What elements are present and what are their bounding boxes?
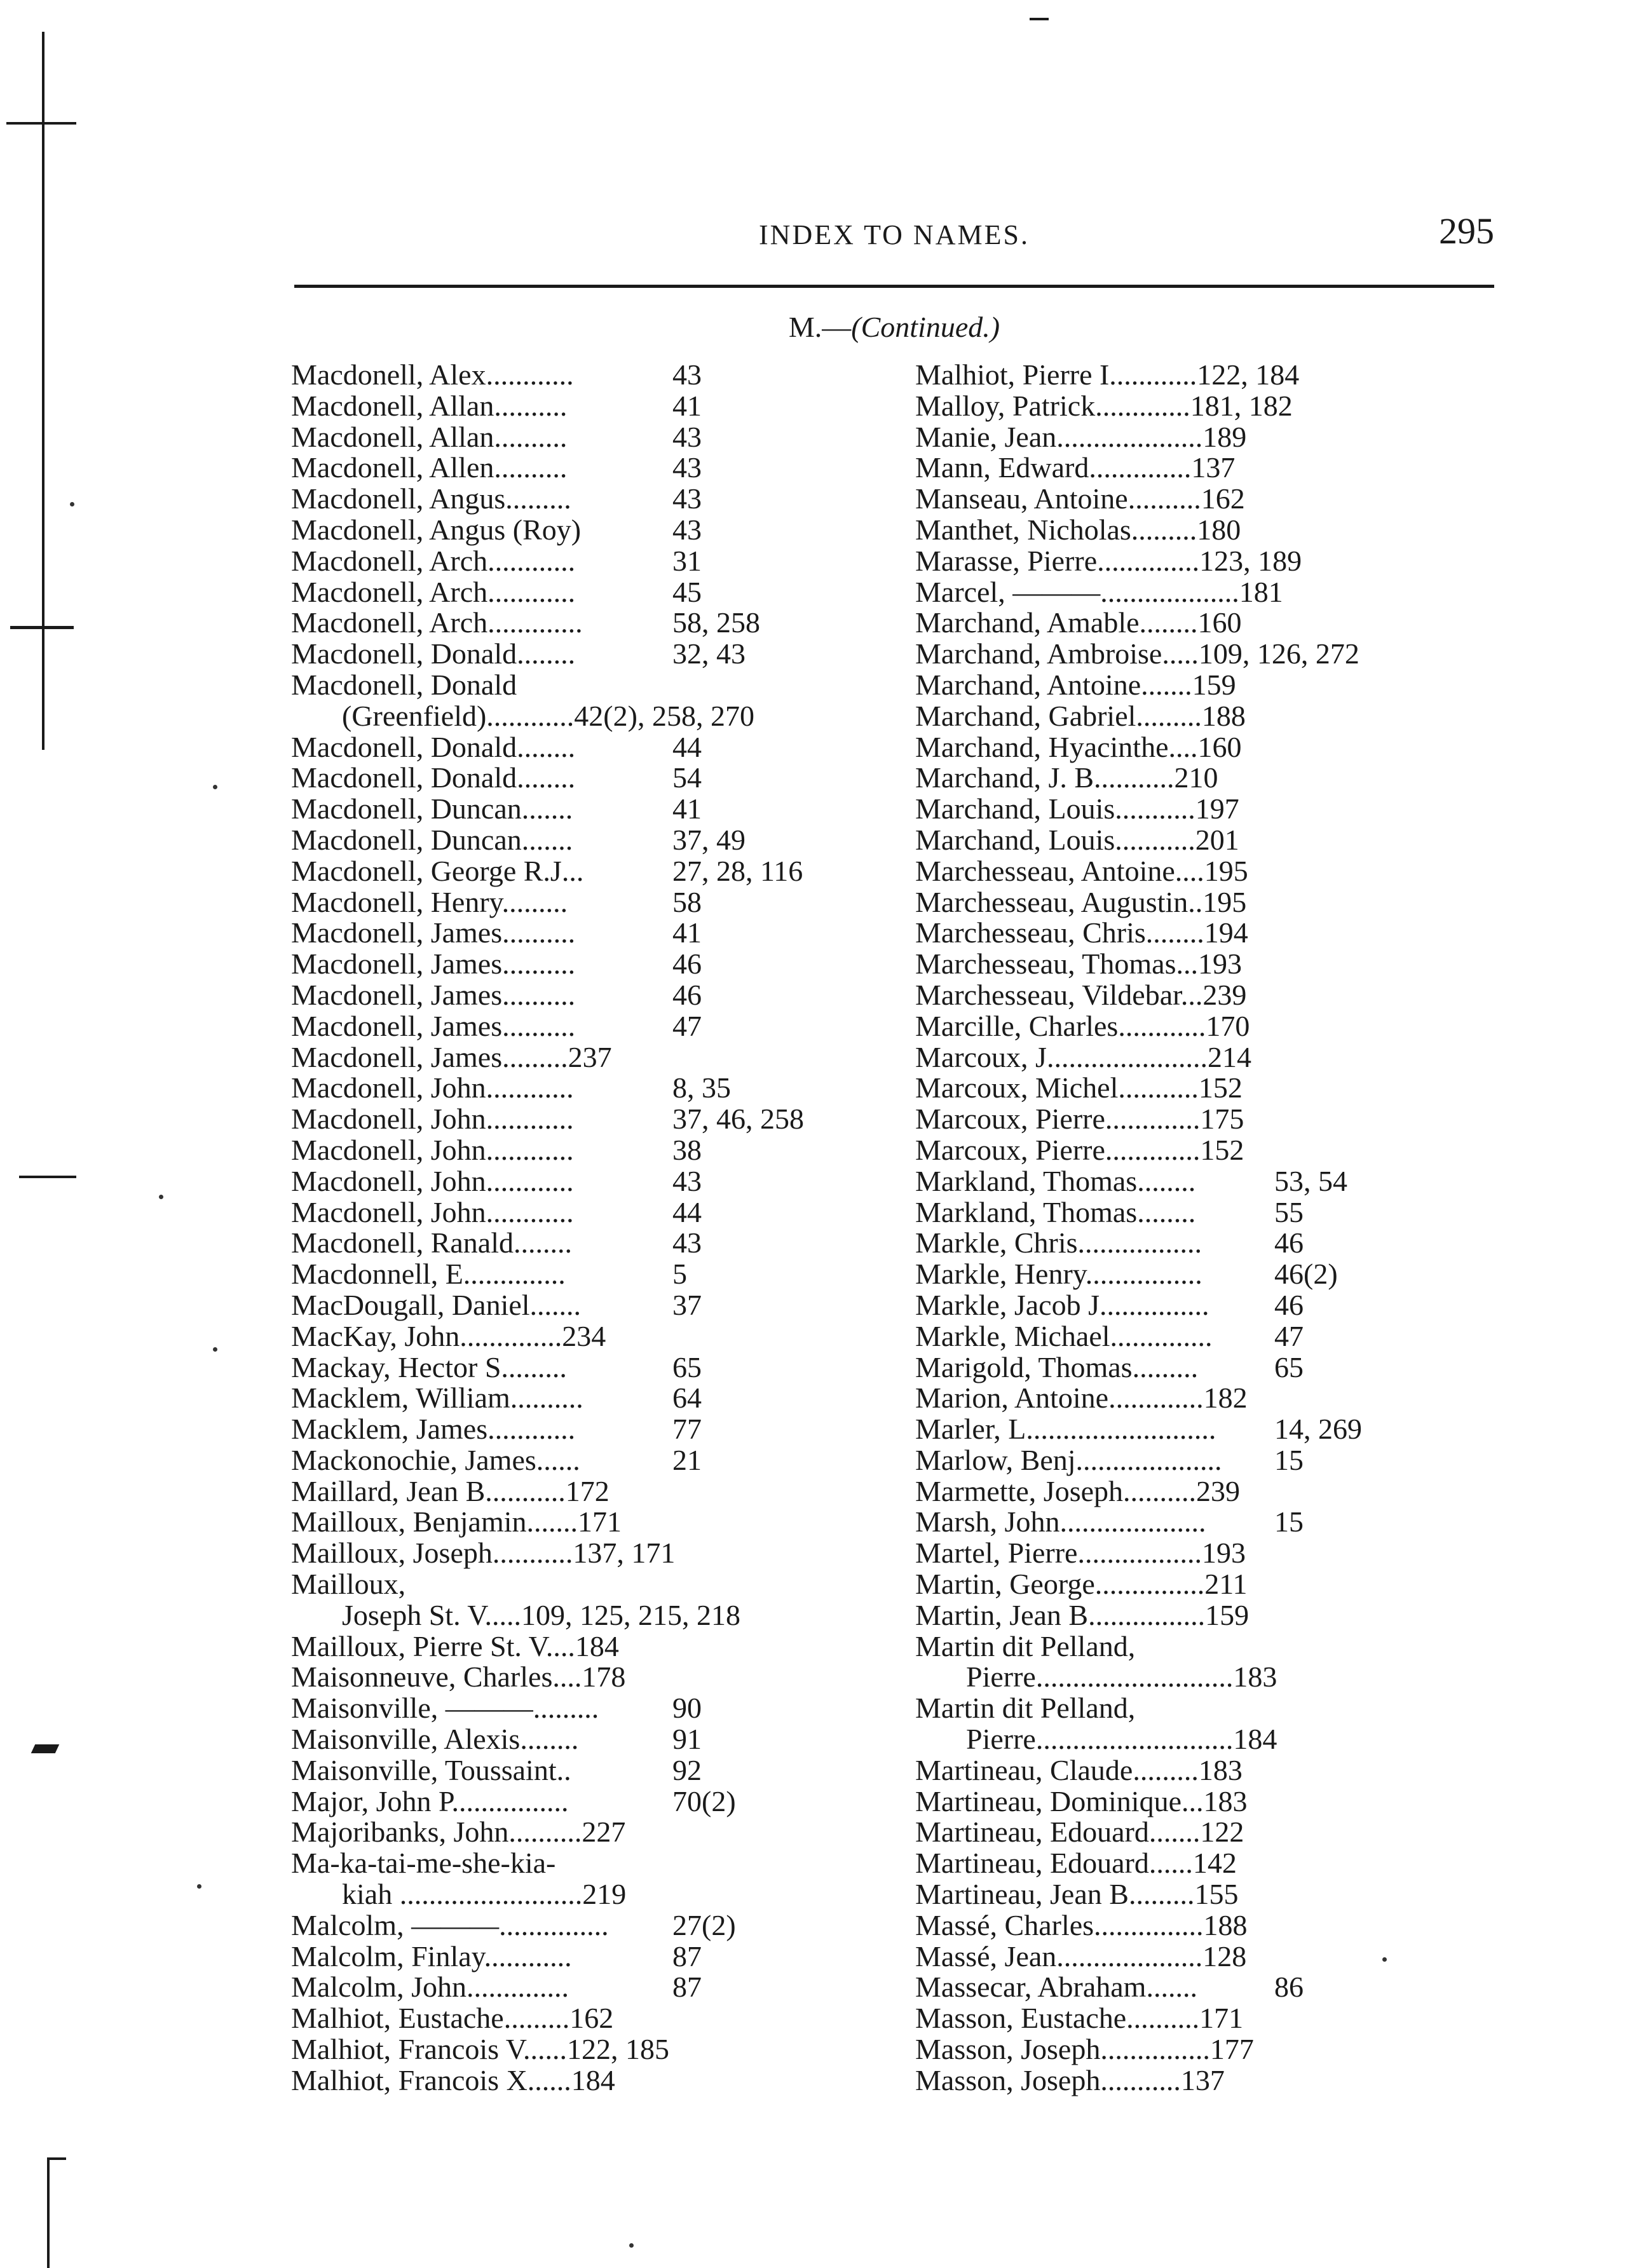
index-entry xyxy=(291,887,876,918)
entry-name: Macdonell, Alex............ xyxy=(291,358,574,391)
entry-name: Macdonell, Duncan....... xyxy=(291,823,573,856)
entry-name: Markle, Henry................ xyxy=(915,1258,1202,1291)
entry-name: Macdonell, Duncan....... xyxy=(291,792,573,825)
entry-pages: 41 xyxy=(672,389,702,422)
index-entry xyxy=(915,670,1525,701)
index-entry xyxy=(915,1817,1525,1848)
index-entry xyxy=(291,1538,876,1569)
index-entry xyxy=(915,391,1525,422)
entry-name: Macdonell, Arch............ xyxy=(291,544,576,577)
entry-pages: 15 xyxy=(1274,1443,1304,1476)
index-entry xyxy=(915,1166,1525,1197)
left-index-column xyxy=(291,360,876,2096)
index-entry xyxy=(291,422,876,453)
entry-name: Marchesseau, Thomas...193 xyxy=(915,947,1242,981)
entry-name: Macdonnell, E.............. xyxy=(291,1258,566,1291)
entry-name: Markle, Michael.............. xyxy=(915,1319,1213,1352)
scan-dot xyxy=(1382,1957,1387,1962)
index-entry xyxy=(291,1476,876,1507)
entry-name: Marchesseau, Antoine....195 xyxy=(915,854,1248,887)
page-number: 295 xyxy=(1439,210,1494,252)
entry-pages: 41 xyxy=(672,916,702,949)
index-entry xyxy=(915,1352,1525,1383)
index-entry xyxy=(291,670,876,701)
index-entry xyxy=(291,1104,876,1135)
entry-pages: 15 xyxy=(1274,1505,1304,1538)
entry-name: Markle, Jacob J............... xyxy=(915,1288,1209,1321)
entry-pages: 43 xyxy=(672,1164,702,1197)
entry-name: Malloy, Patrick.............181, 182 xyxy=(915,389,1293,422)
entry-name: Macdonell, John............ xyxy=(291,1103,574,1136)
entry-pages: 14, 269 xyxy=(1274,1413,1362,1446)
index-entry xyxy=(915,1600,1525,1631)
entry-name: Macdonell, John............ xyxy=(291,1133,574,1166)
index-entry xyxy=(915,1972,1525,2003)
index-entry xyxy=(291,1600,876,1631)
entry-pages: 91 xyxy=(672,1723,702,1756)
index-entry xyxy=(915,452,1525,484)
entry-name: Maisonville, Alexis........ xyxy=(291,1723,579,1756)
right-index-column xyxy=(915,360,1525,2096)
index-entry xyxy=(291,1662,876,1693)
entry-pages: 21 xyxy=(672,1443,702,1476)
entry-name: Macdonell, James.......... xyxy=(291,916,576,949)
header-rule xyxy=(294,285,1494,288)
scan-margin-tick xyxy=(31,1744,60,1753)
entry-name: Mackay, Hector S......... xyxy=(291,1350,567,1383)
running-head xyxy=(294,210,1494,261)
entry-pages: 70(2) xyxy=(672,1784,736,1817)
index-entry xyxy=(291,1259,876,1290)
entry-name: Maillard, Jean B...........172 xyxy=(291,1474,609,1507)
index-entry xyxy=(915,422,1525,453)
section-continued: (Continued.) xyxy=(851,311,1000,343)
entry-name: Malcolm, Finlay............ xyxy=(291,1939,572,1973)
index-entry xyxy=(915,1011,1525,1042)
entry-name: Marcille, Charles............170 xyxy=(915,1009,1250,1042)
entry-name: Marion, Antoine.............182 xyxy=(915,1382,1248,1415)
index-entry xyxy=(291,1631,876,1662)
entry-pages: 46 xyxy=(1274,1226,1304,1260)
scan-dot xyxy=(213,785,217,789)
entry-pages: 77 xyxy=(672,1413,702,1446)
entry-name: Malhiot, Eustache.........162 xyxy=(291,2002,614,2035)
entry-pages: 87 xyxy=(672,1939,702,1973)
entry-name: Masson, Eustache..........171 xyxy=(915,2002,1244,2035)
index-entry xyxy=(915,1507,1525,1538)
index-entry xyxy=(915,1662,1525,1693)
entry-name: Marchesseau, Vildebar...239 xyxy=(915,978,1247,1011)
index-entry xyxy=(915,2034,1525,2065)
entry-pages: 54 xyxy=(672,761,702,794)
entry-pages: 41 xyxy=(672,792,702,825)
entry-name: Malhiot, Francois V......122, 185 xyxy=(291,2033,670,2066)
scan-dot xyxy=(70,502,74,506)
index-entry xyxy=(291,949,876,980)
entry-pages: 43 xyxy=(672,482,702,515)
entry-name: Manthet, Nicholas.........180 xyxy=(915,513,1241,546)
entry-name: Joseph St. V.....109, 125, 215, 218 xyxy=(342,1598,741,1631)
index-entry xyxy=(291,1383,876,1414)
entry-pages: 53, 54 xyxy=(1274,1164,1347,1197)
index-entry xyxy=(915,1538,1525,1569)
index-entry xyxy=(915,2065,1525,2096)
entry-name: Markland, Thomas........ xyxy=(915,1164,1196,1197)
index-entry xyxy=(915,732,1525,763)
entry-pages: 46(2) xyxy=(1274,1258,1338,1291)
index-entry xyxy=(915,577,1525,608)
index-entry xyxy=(291,1414,876,1445)
entry-name: Marigold, Thomas......... xyxy=(915,1350,1199,1383)
entry-pages: 65 xyxy=(1274,1350,1304,1383)
entry-name: Macdonell, John............ xyxy=(291,1071,574,1104)
index-entry xyxy=(291,1724,876,1755)
entry-name: Macdonell, Arch............ xyxy=(291,575,576,608)
entry-name: Macdonell, James.........237 xyxy=(291,1040,612,1073)
index-entry xyxy=(291,1228,876,1259)
index-entry xyxy=(915,856,1525,887)
entry-name: MacDougall, Daniel....... xyxy=(291,1288,582,1321)
entry-name: Macdonell, John............ xyxy=(291,1195,574,1228)
entry-name: Marchand, Gabriel.........188 xyxy=(915,699,1246,732)
entry-pages: 27(2) xyxy=(672,1908,736,1941)
index-entry xyxy=(915,825,1525,856)
entry-pages: 27, 28, 116 xyxy=(672,854,803,887)
entry-name: Macdonell, Henry......... xyxy=(291,885,568,918)
entry-pages: 46 xyxy=(1274,1288,1304,1321)
entry-name: Marchesseau, Chris........194 xyxy=(915,916,1248,949)
entry-name: Malcolm, ———............... xyxy=(291,1908,609,1941)
entry-name: Malcolm, John.............. xyxy=(291,1971,569,2004)
entry-name: Marchand, Antoine.......159 xyxy=(915,668,1236,701)
entry-name: Markle, Chris................. xyxy=(915,1226,1202,1260)
entry-pages: 46 xyxy=(672,947,702,981)
index-entry xyxy=(915,1259,1525,1290)
index-entry xyxy=(291,577,876,608)
entry-name: Macklem, James............ xyxy=(291,1413,576,1446)
entry-name: Pierre...........................184 xyxy=(966,1723,1277,1756)
entry-pages: 86 xyxy=(1274,1971,1304,2004)
index-entry xyxy=(291,825,876,856)
entry-name: Martin, George...............211 xyxy=(915,1568,1248,1601)
index-entry xyxy=(915,1135,1525,1166)
entry-name: Marchand, Louis...........197 xyxy=(915,792,1239,825)
entry-name: Markland, Thomas........ xyxy=(915,1195,1196,1228)
entry-pages: 90 xyxy=(672,1692,702,1725)
index-entry xyxy=(291,515,876,546)
entry-name: Marcoux, Michel...........152 xyxy=(915,1071,1243,1104)
entry-pages: 87 xyxy=(672,1971,702,2004)
entry-name: Ma-ka-tai-me-she-kia- xyxy=(291,1847,556,1880)
index-entry xyxy=(291,1166,876,1197)
index-entry xyxy=(915,1414,1525,1445)
entry-name: Marchand, Ambroise.....109, 126, 272 xyxy=(915,637,1359,670)
index-entry xyxy=(915,1073,1525,1104)
entry-name: Marcel, ———...................181 xyxy=(915,575,1283,608)
entry-pages: 58 xyxy=(672,885,702,918)
entry-name: Martineau, Dominique...183 xyxy=(915,1784,1248,1817)
index-entry xyxy=(291,1042,876,1073)
entry-name: Macdonell, George R.J... xyxy=(291,854,584,887)
entry-pages: 44 xyxy=(672,1195,702,1228)
index-entry xyxy=(915,1321,1525,1352)
entry-name: Martineau, Edouard.......122 xyxy=(915,1816,1244,1849)
entry-pages: 37, 49 xyxy=(672,823,746,856)
scan-dot xyxy=(629,2243,634,2248)
entry-name: Macdonell, Donald........ xyxy=(291,761,576,794)
entry-name: Martin dit Pelland, xyxy=(915,1692,1136,1725)
index-entry xyxy=(291,2034,876,2065)
entry-pages: 55 xyxy=(1274,1195,1304,1228)
index-entry xyxy=(291,732,876,763)
entry-name: Masson, Joseph...............177 xyxy=(915,2033,1254,2066)
index-entry xyxy=(915,949,1525,980)
index-entry xyxy=(291,1786,876,1817)
index-entry xyxy=(291,1755,876,1786)
section-letter: M.— xyxy=(788,311,852,343)
entry-pages: 45 xyxy=(672,575,702,608)
entry-pages: 47 xyxy=(1274,1319,1304,1352)
entry-name: Marcoux, J......................214 xyxy=(915,1040,1251,1073)
entry-name: Mailloux, Benjamin.......171 xyxy=(291,1505,622,1538)
index-entry xyxy=(915,608,1525,639)
entry-pages: 65 xyxy=(672,1350,702,1383)
entry-name: Macdonell, Ranald........ xyxy=(291,1226,573,1260)
entry-name: Martineau, Jean B.........155 xyxy=(915,1878,1239,1911)
entry-name: Massé, Jean....................128 xyxy=(915,1939,1247,1973)
entry-name: Mann, Edward..............137 xyxy=(915,451,1236,484)
entry-name: Maisonville, Toussaint.. xyxy=(291,1753,571,1786)
index-entry xyxy=(291,1197,876,1228)
entry-name: Marlow, Benj.................... xyxy=(915,1443,1222,1476)
index-entry xyxy=(291,360,876,391)
entry-name: Macdonell, Angus (Roy) xyxy=(291,513,582,546)
index-entry xyxy=(291,701,876,732)
entry-name: Macdonell, Arch............. xyxy=(291,606,583,639)
scan-dot xyxy=(197,1884,201,1889)
index-entry xyxy=(915,1755,1525,1786)
entry-name: Macdonell, Allan.......... xyxy=(291,389,568,422)
scan-margin-line xyxy=(47,2157,50,2268)
index-entry xyxy=(291,1569,876,1600)
entry-name: Marcoux, Pierre.............152 xyxy=(915,1133,1244,1166)
index-entry xyxy=(915,980,1525,1011)
scan-dot xyxy=(213,1347,217,1352)
entry-name: Marchand, Louis...........201 xyxy=(915,823,1239,856)
entry-name: Martel, Pierre.................193 xyxy=(915,1537,1246,1570)
index-entry xyxy=(915,515,1525,546)
entry-name: Macdonell, John............ xyxy=(291,1164,574,1197)
index-entry xyxy=(915,546,1525,577)
scan-margin-tick xyxy=(10,626,74,629)
index-entry xyxy=(291,639,876,670)
index-entry xyxy=(291,2065,876,2096)
entry-pages: 43 xyxy=(672,358,702,391)
entry-name: kiah .........................219 xyxy=(342,1878,627,1911)
entry-name: Marchand, Hyacinthe....160 xyxy=(915,730,1242,763)
entry-pages: 37, 46, 258 xyxy=(672,1103,804,1136)
index-entry xyxy=(915,1383,1525,1414)
index-entry xyxy=(915,1476,1525,1507)
index-entry xyxy=(915,1569,1525,1600)
entry-name: Macdonell, Allan.......... xyxy=(291,420,568,453)
index-entry xyxy=(291,1011,876,1042)
entry-name: Macdonell, Donald........ xyxy=(291,637,576,670)
index-entry xyxy=(291,1817,876,1848)
index-entry xyxy=(291,1135,876,1166)
index-entry xyxy=(291,2003,876,2034)
entry-pages: 92 xyxy=(672,1753,702,1786)
index-entry xyxy=(915,918,1525,949)
entry-name: Pierre...........................183 xyxy=(966,1660,1277,1694)
entry-name: Maisonville, ———......... xyxy=(291,1692,599,1725)
entry-name: Mailloux, Joseph...........137, 171 xyxy=(291,1537,676,1570)
entry-name: Marmette, Joseph..........239 xyxy=(915,1474,1241,1507)
scan-margin-line xyxy=(42,32,44,750)
entry-name: Marler, L.......................... xyxy=(915,1413,1216,1446)
index-entry xyxy=(915,1724,1525,1755)
scan-margin-tick xyxy=(6,122,76,125)
entry-name: Major, John P................ xyxy=(291,1784,569,1817)
entry-pages: 43 xyxy=(672,513,702,546)
entry-name: Manseau, Antoine..........162 xyxy=(915,482,1245,515)
index-entry xyxy=(291,1445,876,1476)
entry-name: Maisonneuve, Charles....178 xyxy=(291,1660,626,1694)
entry-name: Macdonell, James.......... xyxy=(291,947,576,981)
entry-name: Martin, Jean B................159 xyxy=(915,1598,1250,1631)
entry-name: Marcoux, Pierre.............175 xyxy=(915,1103,1244,1136)
entry-name: Macdonell, James.......... xyxy=(291,978,576,1011)
index-entry xyxy=(291,763,876,794)
index-entry xyxy=(915,1228,1525,1259)
entry-name: Martin dit Pelland, xyxy=(915,1629,1136,1662)
index-entry xyxy=(291,1972,876,2003)
index-entry xyxy=(291,452,876,484)
index-entry xyxy=(915,360,1525,391)
index-entry xyxy=(291,1848,876,1879)
index-entry xyxy=(291,608,876,639)
entry-pages: 43 xyxy=(672,451,702,484)
index-entry xyxy=(291,856,876,887)
entry-pages: 58, 258 xyxy=(672,606,760,639)
index-entry xyxy=(291,546,876,577)
entry-name: Malhiot, Pierre I............122, 184 xyxy=(915,358,1300,391)
index-entry xyxy=(291,1507,876,1538)
index-entry xyxy=(291,1693,876,1724)
index-entry xyxy=(915,1197,1525,1228)
index-entry xyxy=(915,1445,1525,1476)
entry-pages: 47 xyxy=(672,1009,702,1042)
index-entry xyxy=(291,391,876,422)
entry-name: Mackonochie, James...... xyxy=(291,1443,580,1476)
entry-name: Marsh, John.................... xyxy=(915,1505,1206,1538)
index-entry xyxy=(915,1848,1525,1879)
entry-name: Mailloux, xyxy=(291,1568,406,1601)
entry-name: Macdonell, Donald xyxy=(291,668,517,701)
index-entry xyxy=(915,1104,1525,1135)
scan-dot xyxy=(159,1195,163,1199)
index-entry xyxy=(291,918,876,949)
entry-pages: 31 xyxy=(672,544,702,577)
scan-margin-tick xyxy=(19,1176,76,1178)
entry-name: MacKay, John..............234 xyxy=(291,1319,606,1352)
index-entry xyxy=(915,1910,1525,1941)
entry-pages: 46 xyxy=(672,978,702,1011)
entry-name: Malhiot, Francois X......184 xyxy=(291,2063,615,2096)
entry-pages: 38 xyxy=(672,1133,702,1166)
index-entry xyxy=(291,484,876,515)
entry-name: (Greenfield)............42(2), 258, 270 xyxy=(342,699,754,732)
index-entry xyxy=(915,1693,1525,1724)
entry-name: Majoribanks, John..........227 xyxy=(291,1816,626,1849)
running-title: INDEX TO NAMES. xyxy=(759,219,1030,250)
index-entry xyxy=(291,1073,876,1104)
entry-name: Macdonell, Angus......... xyxy=(291,482,571,515)
entry-pages: 64 xyxy=(672,1382,702,1415)
entry-name: Macdonell, Donald........ xyxy=(291,730,576,763)
entry-pages: 5 xyxy=(672,1258,687,1291)
entry-name: Marchand, Amable........160 xyxy=(915,606,1242,639)
entry-name: Macklem, William.......... xyxy=(291,1382,583,1415)
entry-pages: 8, 35 xyxy=(672,1071,731,1104)
index-entry xyxy=(915,484,1525,515)
entry-name: Massé, Charles...............188 xyxy=(915,1908,1248,1941)
index-entry xyxy=(915,701,1525,732)
entry-name: Macdonell, James.......... xyxy=(291,1009,576,1042)
entry-pages: 32, 43 xyxy=(672,637,746,670)
index-entry xyxy=(291,1910,876,1941)
entry-name: Marchand, J. B...........210 xyxy=(915,761,1218,794)
index-entry xyxy=(915,887,1525,918)
entry-name: Marasse, Pierre..............123, 189 xyxy=(915,544,1302,577)
index-entry xyxy=(915,763,1525,794)
entry-name: Manie, Jean....................189 xyxy=(915,420,1247,453)
entry-name: Massecar, Abraham....... xyxy=(915,1971,1197,2004)
entry-name: Masson, Joseph...........137 xyxy=(915,2063,1225,2096)
index-entry xyxy=(915,1879,1525,1910)
entry-name: Mailloux, Pierre St. V....184 xyxy=(291,1629,619,1662)
index-entry xyxy=(915,1786,1525,1817)
entry-name: Macdonell, Allen.......... xyxy=(291,451,568,484)
index-entry xyxy=(291,1290,876,1321)
index-entry xyxy=(291,1352,876,1383)
index-entry xyxy=(915,2003,1525,2034)
scan-margin-tick xyxy=(47,2157,66,2160)
entry-name: Marchesseau, Augustin..195 xyxy=(915,885,1247,918)
scan-top-mark xyxy=(1030,18,1049,20)
entry-pages: 37 xyxy=(672,1288,702,1321)
index-entry xyxy=(915,794,1525,825)
entry-pages: 44 xyxy=(672,730,702,763)
section-heading xyxy=(294,310,1494,344)
index-entry xyxy=(291,980,876,1011)
index-entry xyxy=(915,1631,1525,1662)
index-entry xyxy=(291,1321,876,1352)
entry-pages: 43 xyxy=(672,1226,702,1260)
index-entry xyxy=(915,639,1525,670)
index-entry xyxy=(915,1042,1525,1073)
index-entry xyxy=(915,1290,1525,1321)
entry-pages: 43 xyxy=(672,420,702,453)
index-entry xyxy=(291,1941,876,1973)
index-entry xyxy=(915,1941,1525,1973)
index-entry xyxy=(291,1879,876,1910)
index-entry xyxy=(291,794,876,825)
entry-name: Martineau, Edouard......142 xyxy=(915,1847,1237,1880)
entry-name: Martineau, Claude.........183 xyxy=(915,1753,1243,1786)
